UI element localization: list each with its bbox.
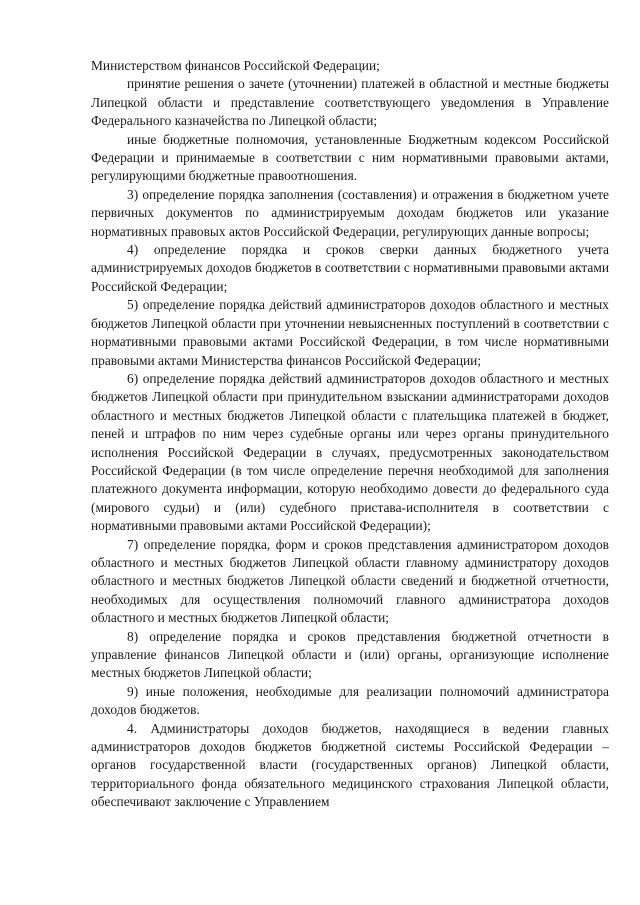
paragraph-continuation: Министерством финансов Российской Федерации; (91, 58, 380, 73)
paragraph-section-4: 4. Администраторы доходов бюджетов, находящиеся в ведении главных администраторов доходов бюджетов бюджетной системы Российской Федерации – органов государственной власти (государственных органов) Липецкой области, территориального фонда обязательного медицинского страхования Липецкой области, обеспечивают заключение с Управлением (91, 720, 609, 810)
paragraph-item-8: 8) определение порядка и сроков представления бюджетной отчетности в управление финансов Липецкой области и (или) органы, организующие исполнение местных бюджетов Липецкой области; (91, 628, 609, 681)
paragraph-item-6: 6) определение порядка действий администраторов доходов областного и местных бюджетов Липецкой области при принудительном взыскании администраторами доходов областного и местных бюджетов Липецкой области с плательщика платежей в бюджет, пеней и штрафов по ним через судебные органы или через органы принудительного исполнения Российской Федерации в случаях, предусмотренных законодательством Российской Федерации (в том числе определение перечня необходимой для заполнения платежного документа информации, которую необходимо довести до федерального суда (мирового судьи) и (или) судебного пристава-исполнителя в соответствии с нормативными правовыми актами Российской Федерации); (91, 370, 609, 534)
paragraph-item-9: 9) иные положения, необходимые для реализации полномочий администратора доходов бюджетов. (91, 683, 609, 718)
document-page (91, 57, 609, 812)
paragraph-other-powers: иные бюджетные полномочия, установленные Бюджетным кодексом Российской Федерации и принимаемые в соответствии с ним нормативными правовыми актами, регулирующими бюджетные правоотношения. (91, 131, 609, 184)
paragraph-offset-decision: принятие решения о зачете (уточнении) платежей в областной и местные бюджеты Липецкой области и представление соответствующего уведомления в Управление Федерального казначейства по Липецкой области; (91, 76, 609, 129)
paragraph-item-7: 7) определение порядка, форм и сроков представления администратором доходов областного и местных бюджетов Липецкой области главному администратору доходов областного и местных бюджетов Липецкой области сведений и бюджетной отчетности, необходимых для осуществления полномочий главного администратора доходов областного и местных бюджетов Липецкой области; (91, 536, 609, 626)
paragraph-item-4: 4) определение порядка и сроков сверки данных бюджетного учета администрируемых доходов бюджетов в соответствии с нормативными правовыми актами Российской Федерации; (91, 242, 609, 294)
paragraph-item-5: 5) определение порядка действий администраторов доходов областного и местных бюджетов Липецкой области при уточнении невыясненных поступлений в соответствии с нормативными правовыми актами Российской Федерации, в том числе нормативными правовыми актами Министерства финансов Российской Федерации; (91, 297, 609, 368)
paragraph-item-3: 3) определение порядка заполнения (составления) и отражения в бюджетном учете первичных документов по администрируемым доходам бюджетов или указание нормативных правовых актов Российской Федерации, регулирующих данные вопросы; (91, 186, 609, 239)
